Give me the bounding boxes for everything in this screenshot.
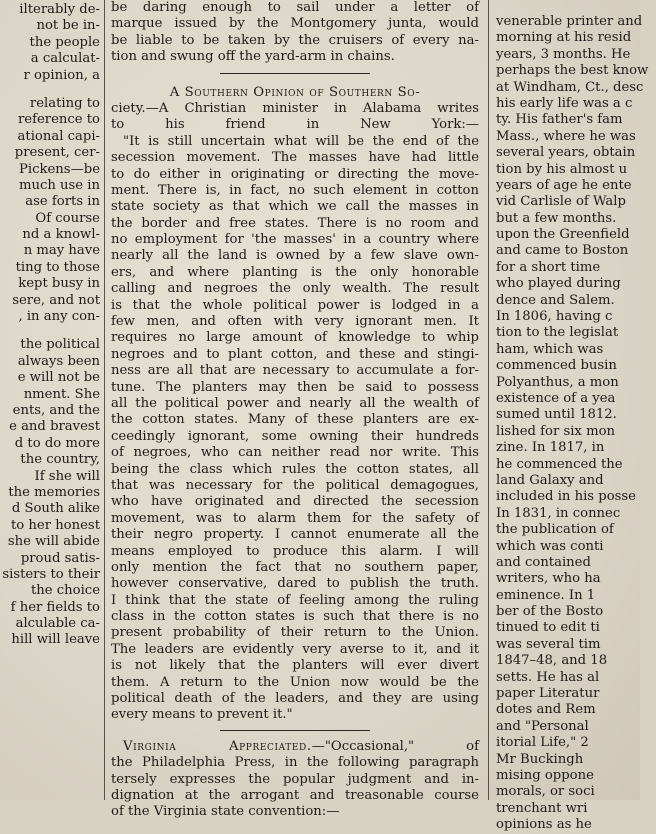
left-column-line: reference to: [17, 112, 100, 128]
article-line: is not likely that the planters will ever divert: [111, 658, 479, 674]
left-column-line: the country,: [20, 452, 100, 468]
left-column-line: the memories: [8, 484, 100, 500]
article-line: no employment for 'the masses' in a country where: [111, 232, 479, 248]
right-column-line: zine. In 1817, in: [496, 440, 605, 456]
article-line: who have originated and directed the secession: [111, 494, 479, 510]
left-column-line: e will not be: [17, 370, 100, 386]
article-line: ciety.—A Christian minister in Alabama writes: [111, 100, 479, 116]
article-line: is that the whole political power is lodged in a: [111, 297, 479, 313]
article-line: the cotton states. Many of these planters are ex-: [111, 412, 479, 428]
article-line: tersely expresses the popular judgment and in-: [111, 771, 479, 787]
right-column-line: tinued to edit ti: [496, 620, 600, 636]
article-line: —"Occasional," of: [311, 738, 480, 754]
right-column-line: itorial Life," 2: [496, 735, 589, 751]
right-column-line: 1847–48, and 18: [496, 653, 608, 669]
left-column-line: hill will leave: [11, 632, 100, 648]
article-line: be daring enough to sail under a letter of: [111, 0, 479, 15]
article-line: requires no large amount of knowledge to whip: [111, 330, 479, 346]
article-line: them. A return to the Union now would be the: [111, 674, 479, 690]
article-line: their negro property. I cannot enumerate all the: [111, 527, 479, 543]
article-line: tune. The planters may then be said to possess: [111, 379, 479, 395]
right-column-line: which was conti: [496, 538, 604, 554]
right-column-line: tion to the legislat: [496, 325, 619, 341]
right-column-line: dence and Salem.: [496, 292, 615, 308]
right-column-line: the publication of: [496, 522, 614, 538]
left-column-line: nment. She: [23, 386, 100, 402]
left-column-line: e and bravest: [9, 419, 100, 435]
right-column-line: he commenced the: [496, 456, 623, 472]
article-separator: [220, 730, 370, 731]
left-column-line: the people: [29, 34, 100, 50]
right-column-line: dotes and Rem: [496, 702, 596, 718]
article-line: to do either in originating or directing the move-: [111, 166, 479, 182]
left-column-line: f her fields to: [10, 599, 100, 615]
article-line: however conservative, dared to publish the truth.: [111, 576, 479, 592]
left-column-line: to her honest: [10, 517, 100, 533]
article-virginia-appreciated: [111, 739, 479, 821]
left-column-line: the political: [20, 337, 100, 353]
left-column-line: ase forts in: [25, 194, 100, 210]
right-column-line: trenchant wri: [496, 800, 588, 816]
left-column-line: proud satis-: [20, 550, 100, 566]
right-column-line: mising oppone: [496, 767, 594, 783]
right-column-line: was several tim: [496, 636, 601, 652]
right-column-line: writers, who ha: [496, 571, 601, 587]
right-column-line: who played during: [496, 276, 621, 292]
right-column-line: vid Carlisle of Walp: [496, 194, 626, 210]
right-column-line: morning at his resid: [496, 30, 632, 46]
left-column-line: a calculat-: [30, 51, 100, 67]
right-column-line: existence of a yea: [496, 390, 616, 406]
article-line: every means to prevent it.": [111, 707, 293, 723]
article-line: political death of the leaders, and they are using: [111, 691, 479, 707]
right-column-line: years of age he ente: [496, 177, 632, 193]
article-southern-opinion: [111, 85, 479, 724]
left-column-line: [0, 325, 100, 337]
article-line: calling and negroes the only wealth. The result: [111, 281, 479, 297]
right-column-line: perhaps the best know: [496, 63, 649, 79]
right-column-line: ty. His father's fam: [496, 112, 623, 128]
article-line: the Philadelphia Press, in the following paragraph: [111, 755, 479, 771]
article-line: secession movement. The masses have had little: [111, 150, 479, 166]
article-line: of the Virginia state convention:—: [111, 804, 340, 820]
right-column-line: and "Personal: [496, 718, 589, 734]
left-column-line: [0, 84, 100, 96]
right-column-line: lished for six mon: [496, 423, 616, 439]
left-column-line: always been: [17, 353, 100, 369]
left-column-line: much use in: [18, 177, 100, 193]
article-line: dignation at the arrogant and treasonable course: [111, 787, 479, 803]
left-column-line: n may have: [23, 243, 100, 259]
left-column-line: ting to those: [15, 259, 100, 275]
right-column-line: Mr Buckingh: [496, 751, 584, 767]
right-column-line: years, 3 months. He: [496, 46, 631, 62]
right-column-line: ham, which was: [496, 341, 604, 357]
article-line: I think that the state of feeling among the ruling: [111, 592, 479, 608]
column-rule-right: [488, 0, 489, 800]
right-column-line: his early life was a c: [496, 95, 633, 111]
article-line: to his friend in New York:—: [111, 117, 479, 133]
right-column-line: morals, or soci: [496, 784, 595, 800]
left-column-line: d South alike: [11, 501, 100, 517]
right-column-line: but a few months.: [496, 210, 617, 226]
right-column-line: Polyanthus, a mon: [496, 374, 619, 390]
article-line: nearly all the land is owned by a few slave own-: [111, 248, 479, 264]
article-line: that was necessary for the political demagogues,: [111, 477, 479, 493]
article-line: of negroes, who can neither read nor write. This: [111, 445, 479, 461]
right-column-line: opinions as he: [496, 817, 592, 833]
article-line: be liable to be taken by the cruisers of every na-: [111, 32, 479, 48]
article-line: tion and swung off the yard-arm in chains.: [111, 49, 395, 65]
column-rule-left: [104, 0, 105, 800]
left-column-line: not be in-: [36, 18, 100, 34]
left-column-line: alculable ca-: [15, 616, 100, 632]
left-column-line: sisters to their: [2, 566, 100, 582]
right-column-line: In 1831, in connec: [496, 505, 621, 521]
article-line: class in the cotton states is such that there is no: [111, 609, 479, 625]
left-column: [0, 0, 100, 800]
left-column-line: Pickens—be: [19, 161, 100, 177]
article-line: the border and free states. There is no room and: [111, 215, 479, 231]
article-line: only mention the fact that no southern paper,: [111, 559, 479, 575]
left-column-line: present, cer-: [14, 145, 100, 161]
article-heading: Virginia Appreciated.: [123, 738, 312, 754]
article-line: present probability of their return to the Union.: [111, 625, 479, 641]
right-column-line: included in his posse: [496, 489, 636, 505]
right-column-line: upon the Greenfield: [496, 227, 630, 243]
article-heading: A Southern Opinion of Southern So-: [169, 84, 421, 100]
right-column-line: setts. He has al: [496, 669, 600, 685]
article-line: movement, was to alarm them for the safety of: [111, 510, 479, 526]
article-line: all the political power and nearly all the wealth of: [111, 395, 479, 411]
left-column-line: r opinion, a: [23, 67, 100, 83]
right-column-line: commenced busin: [496, 358, 617, 374]
right-column-line: and contained: [496, 554, 591, 570]
article-line: negroes and to plant cotton, and these and stingi-: [111, 346, 479, 362]
article-line: ness are all that are necessary to accumulate a for-: [111, 363, 479, 379]
article-separator: [220, 73, 370, 74]
left-column-line: sere, and not: [12, 292, 100, 308]
article-line: being the class which rules the cotton states, all: [111, 461, 479, 477]
right-column-line: Mass., where he was: [496, 128, 636, 144]
right-column: [496, 0, 656, 833]
middle-column: [111, 0, 480, 820]
right-column-line: tion by his almost u: [496, 161, 628, 177]
right-column-line: and came to Boston: [496, 243, 629, 259]
right-column-line: sumed until 1812.: [496, 407, 617, 423]
right-column-line: ber of the Bosto: [496, 604, 604, 620]
article-line: ment. There is, in fact, no such element in cotton: [111, 182, 479, 198]
right-column-line: In 1806, having c: [496, 309, 613, 325]
right-column-line: venerable printer and: [496, 14, 643, 29]
article-line: marque issued by the Montgomery junta, would: [111, 16, 479, 32]
right-column-line: several years, obtain: [496, 145, 636, 161]
right-column-line: for a short time: [496, 259, 601, 275]
article-line: state society as that which we call the masses in: [111, 199, 479, 215]
article-line: few men, and often with very ignorant men. It: [111, 314, 479, 330]
left-column-line: If she will: [34, 468, 100, 484]
left-column-line: ilterably de-: [19, 2, 100, 17]
left-column-line: ational capi-: [17, 128, 100, 144]
article-line: ceedingly ignorant, some owning their hundreds: [111, 428, 479, 444]
left-column-line: d to do more: [14, 435, 100, 451]
left-column-line: the choice: [30, 583, 100, 599]
right-column-line: at Windham, Ct., desc: [496, 79, 644, 95]
left-column-line: ents, and the: [12, 402, 100, 418]
article-line: "It is still uncertain what will be the end of the: [123, 133, 479, 149]
left-column-line: , in any con-: [18, 309, 100, 325]
left-column-line: nd a knowl-: [22, 227, 100, 243]
left-column-line: she will abide: [7, 534, 100, 550]
right-column-line: paper Literatur: [496, 686, 600, 702]
right-column-line: land Galaxy and: [496, 472, 604, 488]
article-line: means employed to produce this alarm. I will: [111, 543, 479, 559]
article-line: ers, and where planting is the only honorable: [111, 264, 479, 280]
left-column-line: Of course: [35, 210, 100, 226]
article-line: The leaders are evidently very averse to it, and it: [111, 641, 479, 657]
left-column-line: kept busy in: [18, 276, 100, 292]
left-column-line: relating to: [29, 95, 100, 111]
right-column-line: eminence. In 1: [496, 587, 596, 603]
